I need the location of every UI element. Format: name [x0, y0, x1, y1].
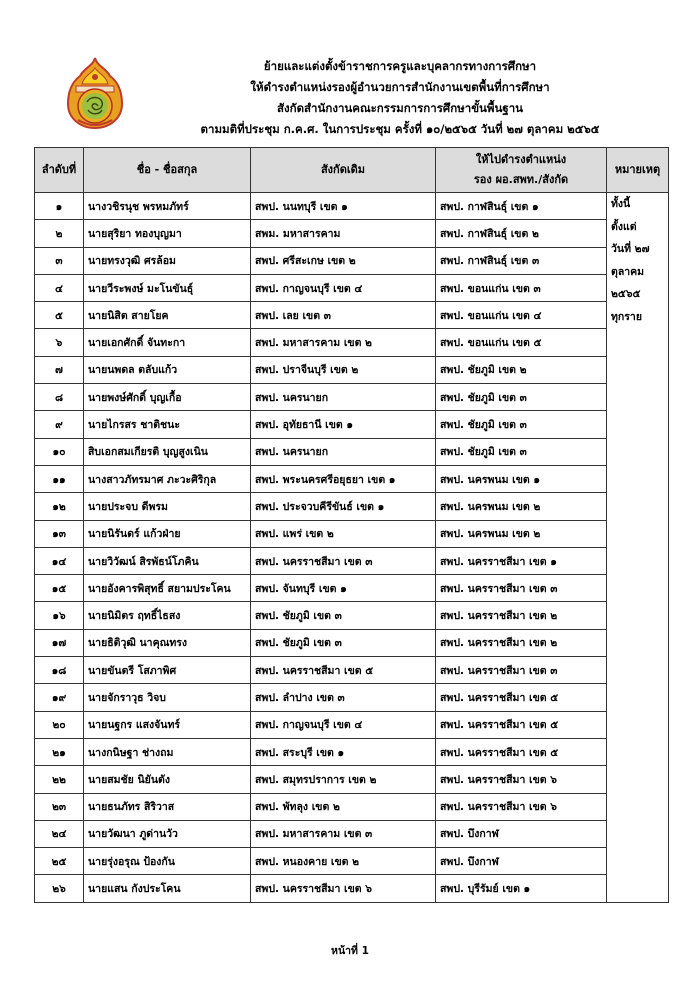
- row-name: นายพงษ์ศักดิ์ บุญเกื้อ: [84, 384, 251, 411]
- row-destination: สพป. นครราชสีมา เขต ๓: [436, 575, 607, 602]
- remark-line: ตั้งแต่: [611, 220, 637, 233]
- row-origin: สพม. มหาสารคาม: [251, 220, 436, 247]
- row-destination: สพป. นครพนม เขต ๒: [436, 493, 607, 520]
- table-row: [35, 820, 669, 847]
- row-number: ๑๗: [35, 629, 84, 656]
- table-row: [35, 384, 669, 411]
- row-destination: สพป. บุรีรัมย์ เขต ๑: [436, 875, 607, 902]
- row-destination: สพป. ชัยภูมิ เขต ๓: [436, 384, 607, 411]
- row-number: ๑๐: [35, 438, 84, 465]
- row-origin: สพป. แพร่ เขต ๒: [251, 520, 436, 547]
- row-name: นายนิมิตร ฤทธิ์ไธสง: [84, 602, 251, 629]
- table-row: [35, 738, 669, 765]
- row-destination: สพป. นครพนม เขต ๑: [436, 465, 607, 492]
- table-row: [35, 247, 669, 274]
- row-name: นายจักราวุธ วิจบ: [84, 684, 251, 711]
- row-name: นายทรงวุฒิ ศรล้อม: [84, 247, 251, 274]
- row-number: ๑: [35, 193, 84, 220]
- row-name: นายนิรันดร์ แก้วฝ่าย: [84, 520, 251, 547]
- col-header-name: ชื่อ - ชื่อสกุล: [84, 148, 251, 193]
- table-row: [35, 220, 669, 247]
- row-number: ๘: [35, 384, 84, 411]
- row-origin: สพป. นครนายก: [251, 384, 436, 411]
- col-header-destination: [436, 148, 607, 193]
- row-name: สิบเอกสมเกียรติ บุญสูงเนิน: [84, 438, 251, 465]
- table-body: [35, 193, 669, 903]
- row-destination: สพป. นครราชสีมา เขต ๖: [436, 766, 607, 793]
- row-destination: สพป. นครราชสีมา เขต ๕: [436, 738, 607, 765]
- row-destination: สพป. กาฬสินธุ์ เขต ๒: [436, 220, 607, 247]
- table-row: [35, 438, 669, 465]
- col-header-destination-line1: ให้ไปดำรงตำแหน่ง: [475, 153, 567, 166]
- row-name: นายไกรสร ชาติชนะ: [84, 411, 251, 438]
- row-number: ๒๕: [35, 848, 84, 875]
- table-row: [35, 274, 669, 301]
- row-origin: สพป. กาญจนบุรี เขต ๔: [251, 711, 436, 738]
- row-name: นายนิสิต สายโยค: [84, 302, 251, 329]
- row-name: นายวีระพงษ์ มะโนขันธุ์: [84, 274, 251, 301]
- row-destination: สพป. นครพนม เขต ๒: [436, 520, 607, 547]
- row-name: นายขันตรี โสภาพิศ: [84, 657, 251, 684]
- row-destination: สพป. นครราชสีมา เขต ๕: [436, 684, 607, 711]
- row-origin: สพป. สระบุรี เขต ๑: [251, 738, 436, 765]
- row-destination: สพป. ชัยภูมิ เขต ๓: [436, 438, 607, 465]
- row-name: นายธนภัทร สิริวาส: [84, 793, 251, 820]
- table-row: [35, 711, 669, 738]
- row-destination: สพป. นครราชสีมา เขต ๑: [436, 547, 607, 574]
- title-line-2: ให้ดำรงตำแหน่งรองผู้อำนวยการสำนักงานเขตพื้นที่การศึกษา: [250, 80, 550, 94]
- row-number: ๒๖: [35, 875, 84, 902]
- row-number: ๑๒: [35, 493, 84, 520]
- table-row: [35, 793, 669, 820]
- row-destination: สพป. กาฬสินธุ์ เขต ๓: [436, 247, 607, 274]
- row-origin: สพป. ชัยภูมิ เขต ๓: [251, 629, 436, 656]
- row-origin: สพป. ชัยภูมิ เขต ๓: [251, 602, 436, 629]
- appointment-table: [34, 147, 669, 903]
- table-row: [35, 493, 669, 520]
- row-destination: สพป. กาฬสินธุ์ เขต ๑: [436, 193, 607, 220]
- row-name: นางวชิรนุช พรหมภัทร์: [84, 193, 251, 220]
- table-row: [35, 602, 669, 629]
- table-row: [35, 875, 669, 902]
- row-name: นายนพดล ตลับแก้ว: [84, 356, 251, 383]
- row-number: ๑๖: [35, 602, 84, 629]
- row-number: ๖: [35, 329, 84, 356]
- row-number: ๙: [35, 411, 84, 438]
- row-number: ๑๓: [35, 520, 84, 547]
- row-name: นายสุริยา ทองบุญมา: [84, 220, 251, 247]
- col-header-no: ลำดับที่: [35, 148, 84, 193]
- row-destination: สพป. นครราชสีมา เขต ๒: [436, 629, 607, 656]
- row-number: ๓: [35, 247, 84, 274]
- row-name: นายรุ่งอรุณ ป้องกัน: [84, 848, 251, 875]
- remark-line: วันที่ ๒๗: [611, 243, 650, 255]
- row-destination: สพป. ชัยภูมิ เขต ๒: [436, 356, 607, 383]
- row-destination: สพป. นครราชสีมา เขต ๓: [436, 657, 607, 684]
- row-origin: สพป. นครนายก: [251, 438, 436, 465]
- row-name: นายประจบ ดีพรม: [84, 493, 251, 520]
- row-origin: สพป. ลำปาง เขต ๓: [251, 684, 436, 711]
- title-line-3: สังกัดสำนักงานคณะกรรมการการศึกษาขั้นพื้นฐาน: [276, 101, 524, 115]
- remark-line: ทุกราย: [611, 310, 642, 323]
- row-origin: สพป. พัทลุง เขต ๒: [251, 793, 436, 820]
- row-number: ๒๐: [35, 711, 84, 738]
- row-name: นายเอกศักดิ์ จันทะกา: [84, 329, 251, 356]
- table-row: [35, 848, 669, 875]
- table-row: [35, 193, 669, 220]
- table-row: [35, 411, 669, 438]
- table-row: [35, 657, 669, 684]
- row-destination: สพป. บึงกาฬ: [436, 820, 607, 847]
- row-number: ๒๓: [35, 793, 84, 820]
- row-origin: สพป. นครราชสีมา เขต ๓: [251, 547, 436, 574]
- row-name: นายวัฒนา ภูด่านวัว: [84, 820, 251, 847]
- row-name: นายสมชัย นิยันตัง: [84, 766, 251, 793]
- row-origin: สพป. นนทบุรี เขต ๑: [251, 193, 436, 220]
- row-origin: สพป. เลย เขต ๓: [251, 302, 436, 329]
- row-destination: สพป. ขอนแก่น เขต ๕: [436, 329, 607, 356]
- row-destination: สพป. ขอนแก่น เขต ๓: [436, 274, 607, 301]
- row-origin: สพป. มหาสารคาม เขต ๒: [251, 329, 436, 356]
- row-origin: สพป. กาญจนบุรี เขต ๔: [251, 274, 436, 301]
- row-number: ๗: [35, 356, 84, 383]
- row-number: ๑๙: [35, 684, 84, 711]
- row-origin: สพป. สมุทรปราการ เขต ๒: [251, 766, 436, 793]
- row-number: ๕: [35, 302, 84, 329]
- row-name: นายแสน กังประโคน: [84, 875, 251, 902]
- row-number: ๒๔: [35, 820, 84, 847]
- table-row: [35, 302, 669, 329]
- row-name: นางกนิษฐา ช่างถม: [84, 738, 251, 765]
- row-destination: สพป. ชัยภูมิ เขต ๓: [436, 411, 607, 438]
- row-destination: สพป. ขอนแก่น เขต ๔: [436, 302, 607, 329]
- remark-line: ทั้งนี้: [611, 198, 631, 210]
- row-origin: สพป. อุทัยธานี เขต ๑: [251, 411, 436, 438]
- col-header-origin: สังกัดเดิม: [251, 148, 436, 193]
- table-row: [35, 356, 669, 383]
- row-name: นายนฐกร แสงจันทร์: [84, 711, 251, 738]
- obec-emblem-icon: [66, 56, 124, 130]
- row-number: ๑๕: [35, 575, 84, 602]
- table-row: [35, 329, 669, 356]
- row-number: ๑๘: [35, 657, 84, 684]
- remark-line: ตุลาคม: [611, 265, 645, 278]
- row-number: ๔: [35, 274, 84, 301]
- row-number: ๑๔: [35, 547, 84, 574]
- col-header-remark: หมายเหตุ: [607, 148, 669, 193]
- table-row: [35, 684, 669, 711]
- row-name: นายอังคารพิสุทธิ์ สยามประโคน: [84, 575, 251, 602]
- row-origin: สพป. จันทบุรี เขต ๑: [251, 575, 436, 602]
- row-origin: สพป. ปราจีนบุรี เขต ๒: [251, 356, 436, 383]
- col-header-destination-line2: รอง ผอ.สพท./สังกัด: [473, 173, 569, 186]
- row-number: ๒๑: [35, 738, 84, 765]
- row-origin: สพป. ศรีสะเกษ เขต ๒: [251, 247, 436, 274]
- row-origin: สพป. พระนครศรีอยุธยา เขต ๑: [251, 465, 436, 492]
- row-origin: สพป. นครราชสีมา เขต ๕: [251, 657, 436, 684]
- row-destination: สพป. นครราชสีมา เขต ๕: [436, 711, 607, 738]
- table-row: [35, 547, 669, 574]
- document-title: [140, 56, 660, 140]
- row-origin: สพป. นครราชสีมา เขต ๖: [251, 875, 436, 902]
- row-number: ๒๒: [35, 766, 84, 793]
- remark-cell: [607, 193, 669, 903]
- row-number: ๒: [35, 220, 84, 247]
- table-row: [35, 766, 669, 793]
- row-origin: สพป. มหาสารคาม เขต ๓: [251, 820, 436, 847]
- table-row: [35, 575, 669, 602]
- row-destination: สพป. นครราชสีมา เขต ๒: [436, 602, 607, 629]
- title-line-4: ตามมติที่ประชุม ก.ค.ศ. ในการประชุม ครั้งที่ ๑๐/๒๕๖๕ วันที่ ๒๗ ตุลาคม ๒๕๖๕: [200, 122, 600, 136]
- row-number: ๑๑: [35, 465, 84, 492]
- table-row: [35, 629, 669, 656]
- row-destination: สพป. นครราชสีมา เขต ๖: [436, 793, 607, 820]
- row-origin: สพป. หนองคาย เขต ๒: [251, 848, 436, 875]
- table-row: [35, 520, 669, 547]
- table-row: [35, 465, 669, 492]
- title-line-1: ย้ายและแต่งตั้งข้าราชการครูและบุคลากรทางการศึกษา: [263, 59, 537, 73]
- page-number: หน้าที่ 1: [331, 945, 369, 957]
- table-header-row: [35, 148, 669, 193]
- row-destination: สพป. บึงกาฬ: [436, 848, 607, 875]
- row-name: นายวิวัฒน์ สิรพัธน์โภคิน: [84, 547, 251, 574]
- remark-line: ๒๕๖๕: [611, 288, 641, 300]
- row-name: นางสาวภัทรมาศ ภะวะศิริกุล: [84, 465, 251, 492]
- row-name: นายธิติวุฒิ นาคุณทรง: [84, 629, 251, 656]
- row-origin: สพป. ประจวบคีรีขันธ์ เขต ๑: [251, 493, 436, 520]
